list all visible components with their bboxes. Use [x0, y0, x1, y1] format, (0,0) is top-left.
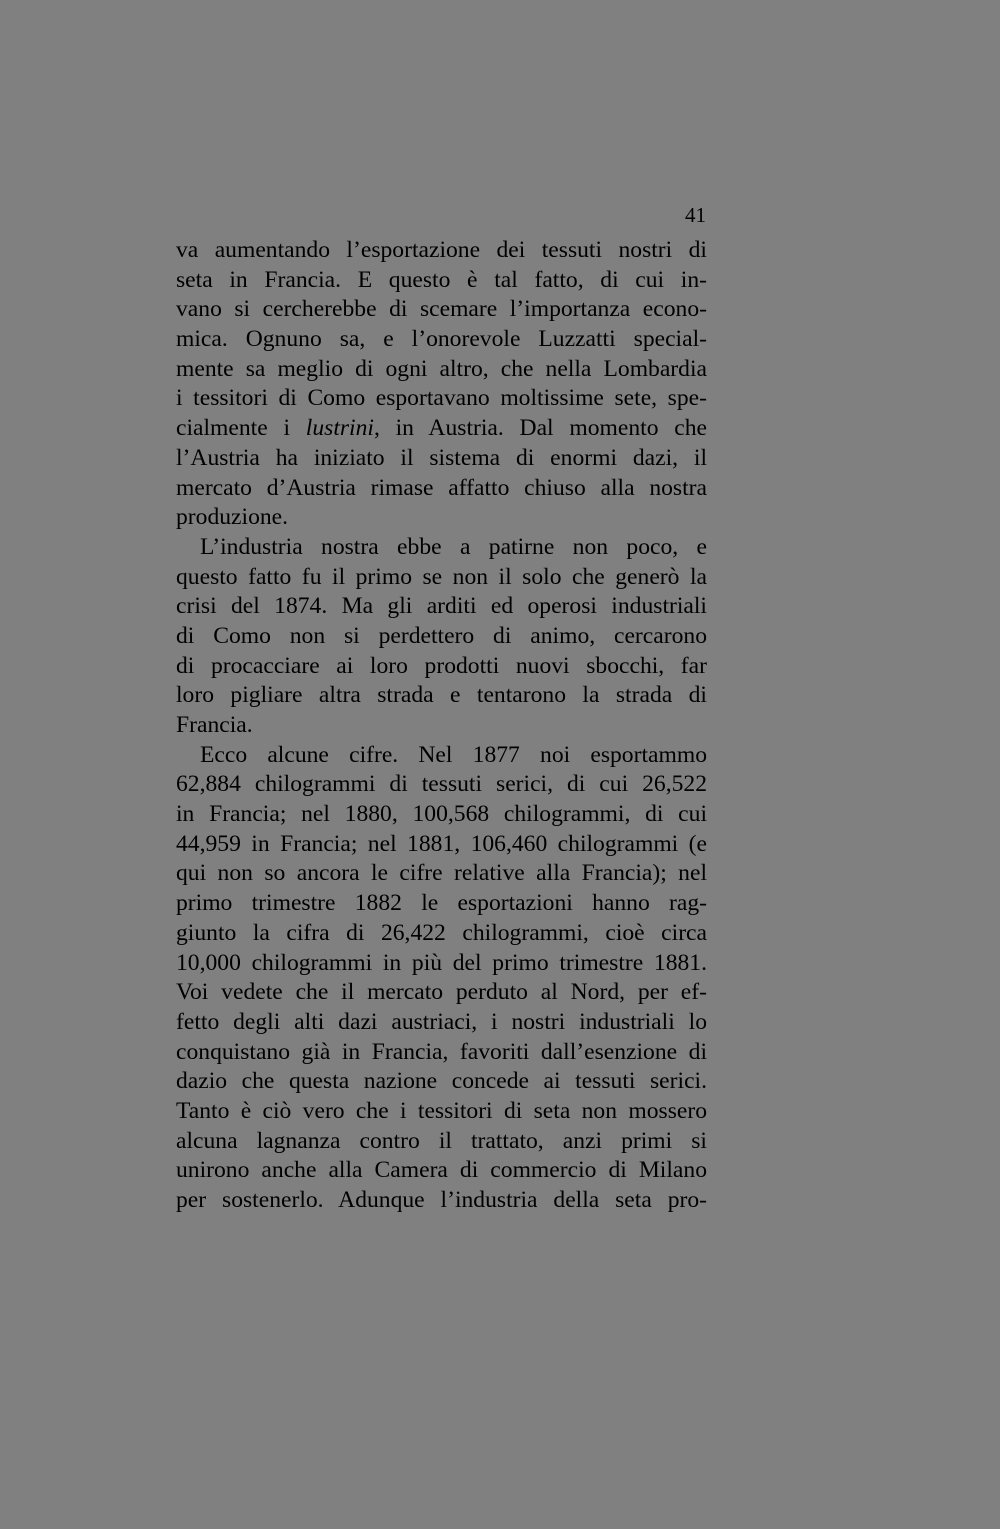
text-line: mica. Ognuno sa, e l’onorevole Luzzatti special- — [176, 326, 707, 353]
text-line: 44,959 in Francia; nel 1881, 106,460 chilogrammi (e — [176, 830, 707, 857]
text-line: unirono anche alla Camera di commercio di Milano — [176, 1157, 707, 1184]
text-line: crisi del 1874. Ma gli arditi ed operosi industriali — [176, 593, 707, 620]
text-line: conquistano già in Francia, favoriti dall’esenzione di — [176, 1038, 707, 1065]
text-line: qui non so ancora le cifre relative alla Francia); nel — [176, 860, 707, 887]
text-line: L’industria nostra ebbe a patirne non poco, e — [200, 533, 707, 560]
text-line: per sostenerlo. Adunque l’industria della seta pro- — [176, 1187, 707, 1213]
text-segment: cialmente i — [176, 415, 306, 442]
body-text — [176, 236, 707, 1216]
text-line: va aumentando l’esportazione dei tessuti nostri di — [176, 237, 707, 263]
text-line: Ecco alcune cifre. Nel 1877 noi esportammo — [200, 741, 707, 768]
text-line: Voi vedete che il mercato perduto al Nord, per ef- — [176, 979, 707, 1006]
text-line: i tessitori di Como esportavano moltissime sete, spe- — [176, 385, 707, 412]
text-line: mente sa meglio di ogni altro, che nella Lombardia — [176, 355, 707, 382]
text-line: produzione. — [176, 504, 289, 531]
italic-term: lustrini — [305, 415, 374, 442]
text-line: 10,000 chilogrammi in più del primo trimestre 1881. — [176, 949, 707, 976]
text-line: Francia. — [176, 712, 253, 738]
text-line: dazio che questa nazione concede ai tessuti serici. — [176, 1068, 707, 1095]
text-line: l’Austria ha iniziato il sistema di enormi dazi, il — [176, 444, 707, 471]
text-line: fetto degli alti dazi austriaci, i nostri industriali lo — [176, 1008, 707, 1035]
text-line: primo trimestre 1882 le esportazioni hanno rag- — [176, 890, 707, 917]
page-number: 41 — [685, 203, 706, 227]
text-line: questo fatto fu il primo se non il solo che generò la — [176, 563, 707, 590]
text-line: loro pigliare altra strada e tentarono la strada di — [176, 682, 707, 709]
text-line: seta in Francia. E questo è tal fatto, di cui in- — [176, 266, 707, 293]
text-line: 62,884 chilogrammi di tessuti serici, di cui 26,522 — [176, 771, 707, 798]
text-segment: , in Austria. Dal momento che — [373, 415, 707, 442]
text-line: in Francia; nel 1880, 100,568 chilogrammi, di cui — [176, 801, 707, 828]
text-line: mercato d’Austria rimase affatto chiuso alla nostra — [176, 474, 707, 501]
text-line — [176, 414, 707, 444]
text-line: Tanto è ciò vero che i tessitori di seta non mossero — [176, 1097, 707, 1124]
text-line: di Como non si perdettero di animo, cercarono — [176, 622, 707, 649]
text-line: alcuna lagnanza contro il trattato, anzi primi si — [176, 1127, 707, 1154]
text-line: giunto la cifra di 26,422 chilogrammi, cioè circa — [176, 919, 707, 946]
text-line: vano si cercherebbe di scemare l’importanza econo- — [176, 296, 707, 323]
text-line: di procacciare ai loro prodotti nuovi sbocchi, far — [176, 652, 707, 679]
